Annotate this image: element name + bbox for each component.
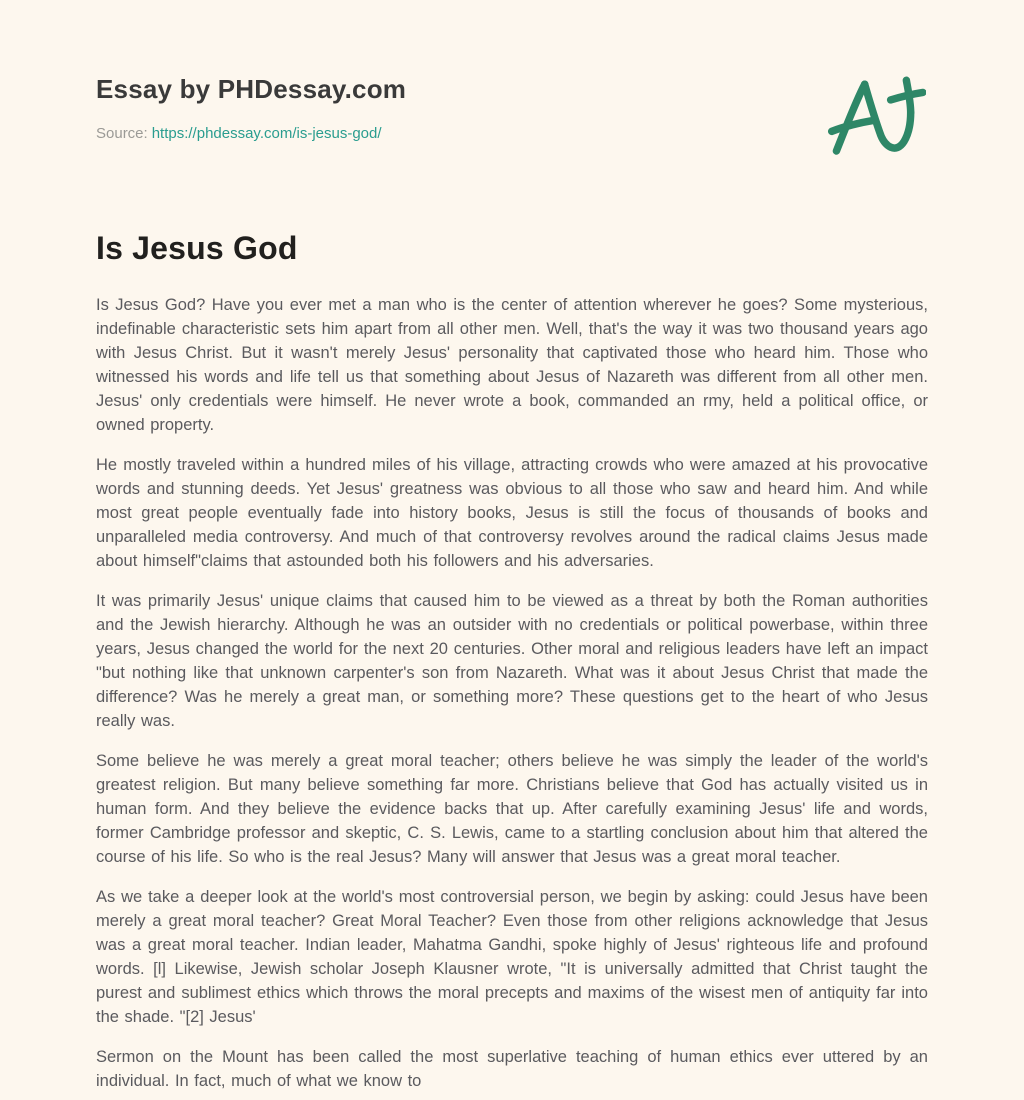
essay-title: Is Jesus God: [96, 230, 298, 266]
source-link[interactable]: https://phdessay.com/is-jesus-god/: [151, 125, 382, 142]
site-title: Essay by PHDessay.com: [96, 74, 407, 104]
essay-paragraph: He mostly traveled within a hundred miles of his village, attracting crowds who were amazed at his provocative words and stunning deeds. Yet Jesus' greatness was obvious to all those who saw and heard him. And while most great people eventually fade into history books, Jesus is still the focus of thousands of books and unparalleled media controversy. And much of that controversy revolves around the radical claims Jesus made about himself"claims that astounded both his followers and his adversaries.: [96, 456, 928, 570]
source-label: Source:: [96, 125, 148, 142]
essay-paragraph: It was primarily Jesus' unique claims that caused him to be viewed as a threat by both the Roman authorities and the Jewish hierarchy. Although he was an outsider with no credentials or political powerbase, within three years, Jesus changed the world for the next 20 centuries. Other moral and religious leaders have left an impact "but nothing like that unknown carpenter's son from Nazareth. What was it about Jesus Christ that made the difference? Was he merely a great man, or something more? These questions get to the heart of who Jesus really was.: [96, 592, 928, 730]
essay-paragraph: As we take a deeper look at the world's most controversial person, we begin by asking: could Jesus have been merely a great moral teacher? Great Moral Teacher? Even those from other religions acknowledge that Jesus was a great moral teacher. Indian leader, Mahatma Gandhi, spoke highly of Jesus' righteous life and profound words. [l] Likewise, Jewish scholar Joseph Klausner wrote, "It is universally admitted that Christ taught the purest and sublimest ethics which throws the moral precepts and maxims of the wisest men of antiquity far into the shade. "[2] Jesus': [96, 888, 928, 1026]
essay-paragraph: Sermon on the Mount has been called the most superlative teaching of human ethics ever uttered by an individual. In fact, much of what we know to: [96, 1048, 928, 1090]
phdessay-a-plus-logo-icon: [816, 68, 926, 168]
essay-content: [96, 230, 928, 1093]
essay-body: [96, 293, 928, 1093]
source-line: [96, 125, 406, 142]
essay-paragraph: Is Jesus God? Have you ever met a man who is the center of attention wherever he goes? Some mysterious, indefinable characteristic sets him apart from all other men. Well, that's the way it was two thousand years ago with Jesus Christ. But it wasn't merely Jesus' personality that captivated those who heard him. Those who witnessed his words and life tell us that something about Jesus of Nazareth was different from all other men. Jesus' only credentials were himself. He never wrote a book, commanded an rmy, held a political office, or owned property.: [96, 296, 928, 434]
essay-paragraph: Some believe he was merely a great moral teacher; others believe he was simply the leader of the world's greatest religion. But many believe something far more. Christians believe that God has actually visited us in human form. And they believe the evidence backs that up. After carefully examining Jesus' life and words, former Cambridge professor and skeptic, C. S. Lewis, came to a startling conclusion about him that altered the course of his life. So who is the real Jesus? Many will answer that Jesus was a great moral teacher.: [96, 752, 928, 866]
header-text-block: [96, 74, 406, 142]
page-header: [96, 0, 928, 168]
